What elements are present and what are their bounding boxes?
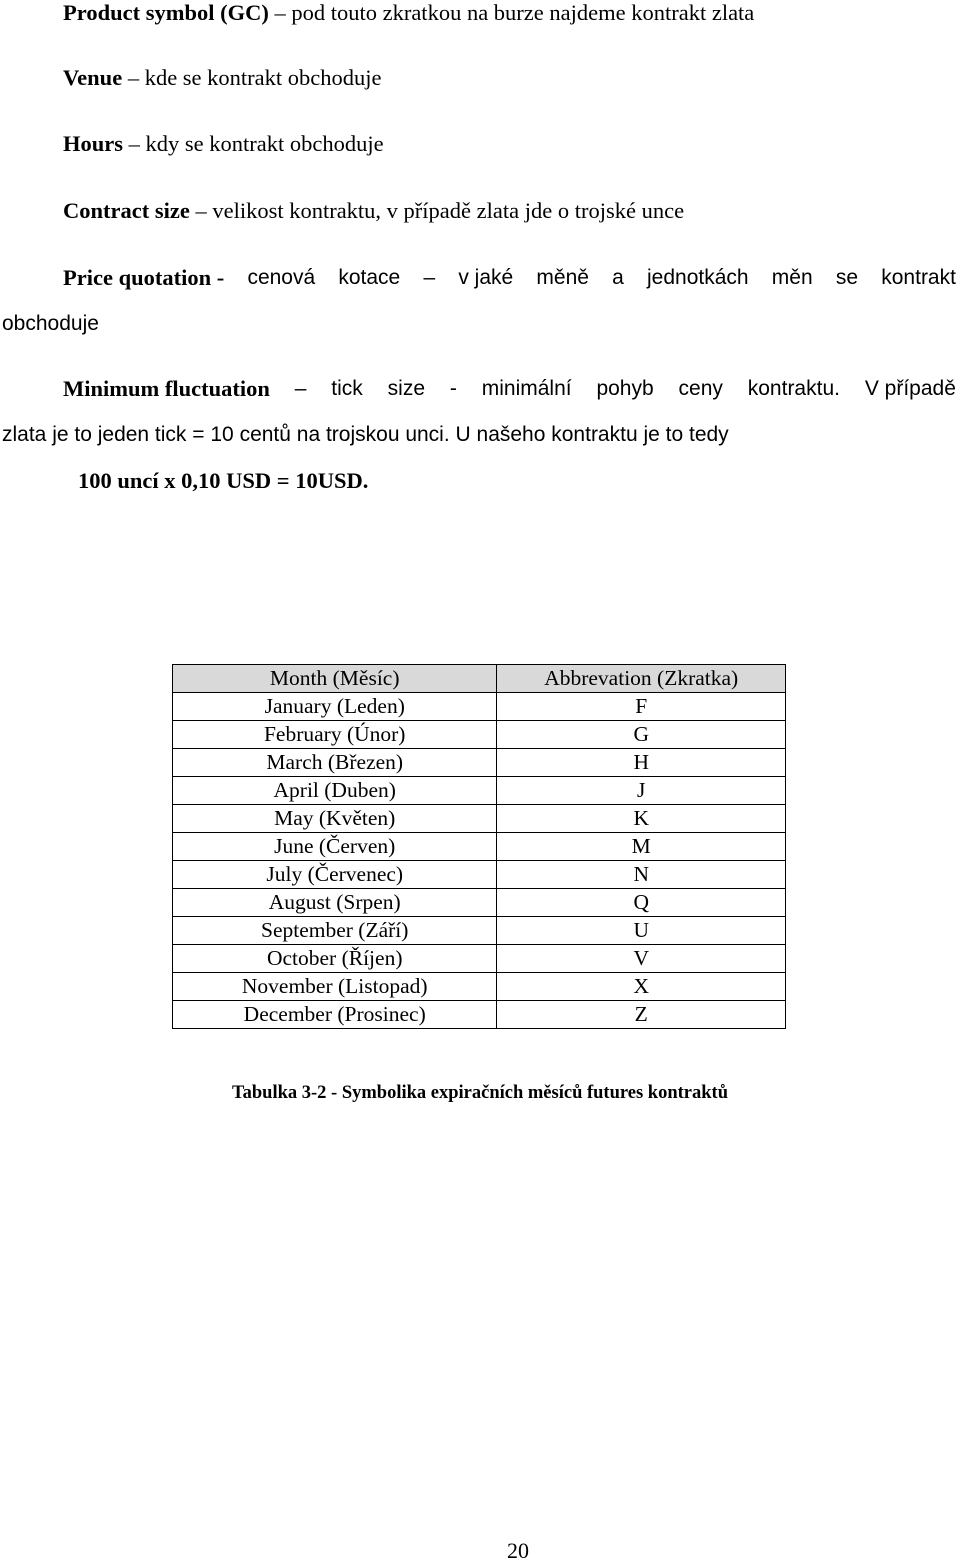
abbreviation-cell: F <box>497 693 786 721</box>
definition-word: - <box>449 377 457 400</box>
column-header-month: Month (Měsíc) <box>173 665 497 693</box>
definition-word: kotace <box>338 266 401 289</box>
definition-word: pohyb <box>596 377 654 400</box>
definition-text: – kdy se kontrakt obchoduje <box>123 131 384 156</box>
abbreviation-cell: X <box>497 973 786 1001</box>
month-cell: August (Srpen) <box>173 889 497 917</box>
term-label: Hours <box>63 131 124 156</box>
table-row <box>173 721 786 749</box>
definition-minimum-fluctuation <box>63 378 956 401</box>
definition-word: V případě <box>864 377 956 400</box>
month-cell: March (Březen) <box>173 749 497 777</box>
definition-text: – pod touto zkratkou na burze najdeme kontrakt zlata <box>268 0 755 25</box>
abbreviation-cell: U <box>497 917 786 945</box>
term-label: Contract size <box>63 198 190 223</box>
table-header-row <box>173 665 786 693</box>
definition-word: jednotkách <box>647 266 749 289</box>
tick-value-formula: 100 uncí x 0,10 USD = 10USD. <box>78 468 369 493</box>
definition-word: měn <box>771 266 813 289</box>
definition-word: minimální <box>481 377 572 400</box>
abbreviation-cell: Z <box>497 1001 786 1029</box>
month-cell: June (Červen) <box>173 833 497 861</box>
table-row <box>173 749 786 777</box>
table-row <box>173 973 786 1001</box>
definition-continuation: zlata je to jeden tick = 10 centů na trojskou unci. U našeho kontraktu je to tedy <box>2 423 729 446</box>
definition-word: cenová <box>247 266 316 289</box>
month-cell: July (Červenec) <box>173 861 497 889</box>
definition-text: – velikost kontraktu, v případě zlata jde o trojské unce <box>189 198 685 223</box>
page-number: 20 <box>507 1538 529 1563</box>
expiration-months-table <box>172 664 786 1029</box>
month-cell: December (Prosinec) <box>173 1001 497 1029</box>
table-row <box>173 1001 786 1029</box>
abbreviation-cell: H <box>497 749 786 777</box>
abbreviation-cell: N <box>497 861 786 889</box>
term-label: Price quotation - <box>63 265 225 290</box>
definition-word: kontrakt <box>881 266 956 289</box>
definition-word: kontraktu. <box>747 377 840 400</box>
definition-word: – <box>423 266 436 289</box>
definition-hours <box>63 133 384 156</box>
month-cell: February (Únor) <box>173 721 497 749</box>
month-cell: April (Duben) <box>173 777 497 805</box>
table-row <box>173 777 786 805</box>
term-label: Minimum fluctuation <box>63 376 270 401</box>
definition-text: – kde se kontrakt obchoduje <box>122 65 382 90</box>
definition-word: měně <box>536 266 589 289</box>
table-row <box>173 945 786 973</box>
definition-word: se <box>835 266 859 289</box>
table-row <box>173 805 786 833</box>
table-row <box>173 889 786 917</box>
column-header-abbreviation: Abbrevation (Zkratka) <box>497 665 786 693</box>
abbreviation-cell: V <box>497 945 786 973</box>
abbreviation-cell: M <box>497 833 786 861</box>
definition-contract-size <box>63 200 684 223</box>
month-cell: September (Září) <box>173 917 497 945</box>
table-row <box>173 861 786 889</box>
definition-venue <box>63 67 382 90</box>
abbreviation-cell: J <box>497 777 786 805</box>
table-row <box>173 693 786 721</box>
definition-word: – <box>294 377 307 400</box>
definition-word: tick <box>331 377 363 400</box>
month-cell: October (Říjen) <box>173 945 497 973</box>
month-cell: November (Listopad) <box>173 973 497 1001</box>
table-row <box>173 917 786 945</box>
abbreviation-cell: K <box>497 805 786 833</box>
table-row <box>173 833 786 861</box>
definition-price-quotation <box>63 267 956 290</box>
definition-word: size <box>387 377 426 400</box>
abbreviation-cell: G <box>497 721 786 749</box>
table-caption: Tabulka 3-2 - Symbolika expiračních měsíců futures kontraktů <box>232 1083 728 1103</box>
definition-product-symbol <box>63 2 754 25</box>
definition-word: v jaké <box>458 266 514 289</box>
abbreviation-cell: Q <box>497 889 786 917</box>
month-cell: May (Květen) <box>173 805 497 833</box>
definition-word: a <box>612 266 624 289</box>
definition-word: ceny <box>678 377 723 400</box>
term-label: Product symbol (GC) <box>63 0 269 25</box>
definition-continuation: obchoduje <box>2 312 99 335</box>
month-cell: January (Leden) <box>173 693 497 721</box>
term-label: Venue <box>63 65 123 90</box>
